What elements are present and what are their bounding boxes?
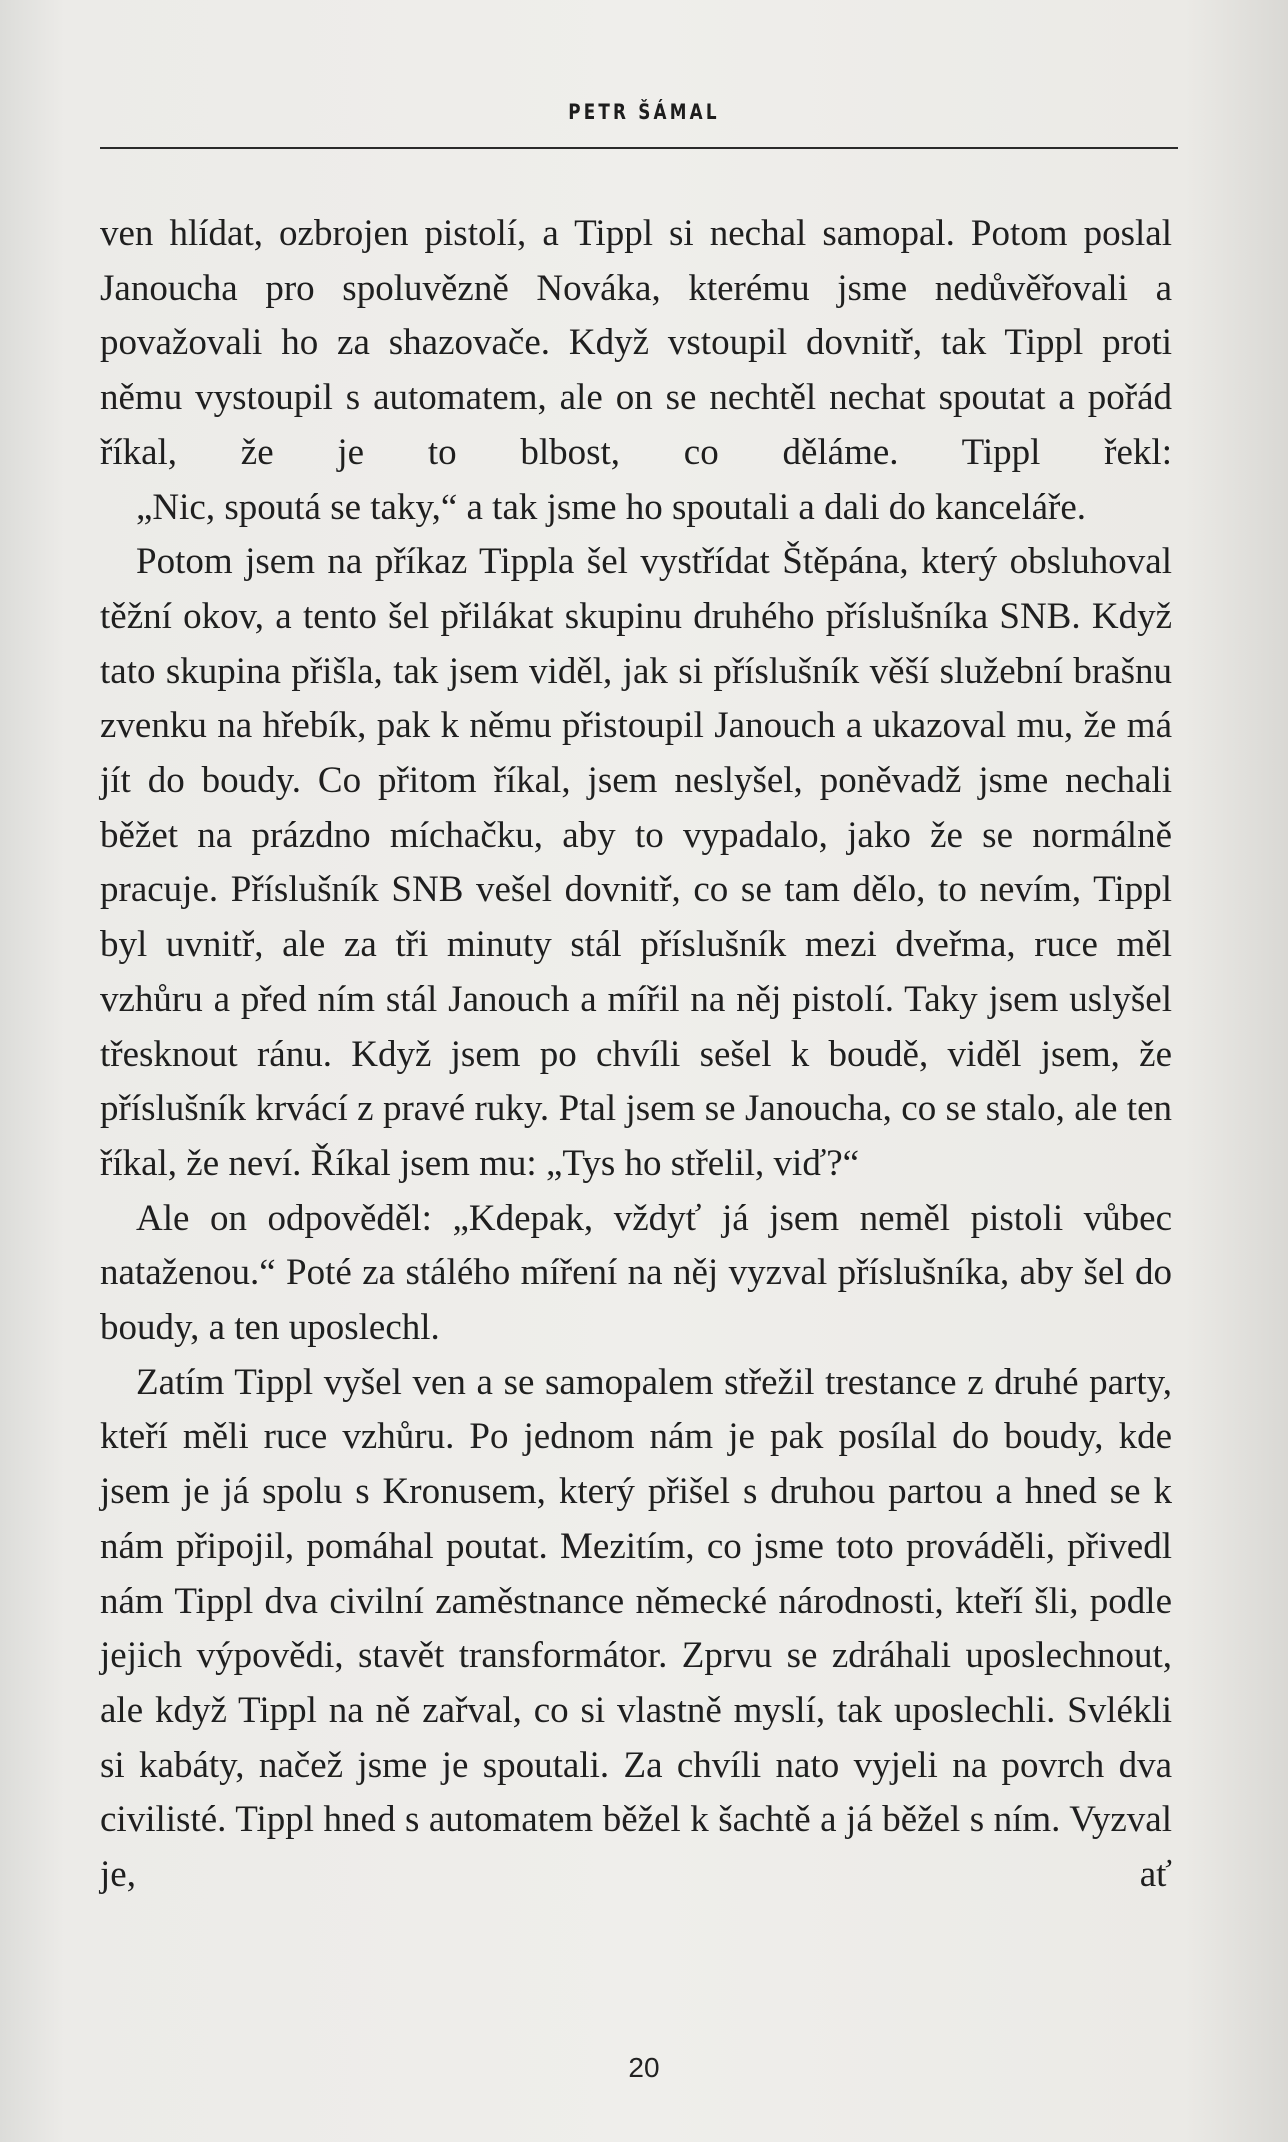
paragraph-2: „Nic, spoutá se taky,“ a tak jsme ho spoutali a dali do kanceláře. [136,486,1087,528]
paragraph-3: Potom jsem na příkaz Tippla šel vystřídat Štěpána, který obsluhoval těžní okov, a tento šel přilákat skupinu druhého příslušníka SNB. Když tato skupina přišla, tak jsem viděl, jak si příslušník věší služební brašnu zvenku na hřebík, pak k němu přistoupil Janouch a ukazoval mu, že má jít do boudy. Co přitom říkal, jsem neslyšel, poněvadž jsme nechali běžet na prázdno míchačku, aby to vypadalo, jako že se normálně pracuje. Příslušník SNB vešel dovnitř, co se tam dělo, to nevím, Tippl byl uvnitř, ale za tři minuty stál příslušník mezi dveřma, ruce měl vzhůru a před ním stál Janouch a mířil na něj pistolí. Taky jsem uslyšel třesknout ránu. Když jsem po chvíli sešel k boudě, viděl jsem, že příslušník krvácí z pravé ruky. Ptal jsem se Janoucha, co se stalo, ale ten říkal, že neví. Říkal jsem mu: „Tys ho střelil, viď?“ [100,541,1172,1184]
paragraph-5: Zatím Tippl vyšel ven a se samopalem střežil trestance z druhé party, kteří měli ruce vzhůru. Po jednom nám je pak posílal do boudy, kde jsem je já spolu s Kronusem, který přišel s druhou partou a hned se k nám připojil, pomáhal poutat. Mezitím, co jsme toto prováděli, přivedl nám Tippl dva civilní zaměstnance německé národnosti, kteří šli, podle jejich výpovědi, stavět transformátor. Zprvu se zdráhali uposlechnout, ale když Tippl na ně zařval, co si vlastně myslí, tak uposlechli. Svlékli si kabáty, načež jsme je spoutali. Za chvíli nato vyjeli na povrch dva civilisté. Tippl hned s automatem běžel k šachtě a já běžel s ním. Vyzval je, ať [100,1361,1172,1896]
header-rule [100,147,1178,149]
running-head: PETR ŠÁMAL [568,100,720,124]
paragraph-1: ven hlídat, ozbrojen pistolí, a Tippl si nechal samopal. Potom poslal Janoucha pro spoluvězně Nováka, kterému jsme nedůvěřovali a považovali ho za shazovače. Když vstoupil dovnitř, tak Tippl proti němu vystoupil s automatem, ale on se nechtěl nechat spoutat a pořád říkal, že je to blbost, co děláme. Tippl řekl: [100,213,1172,473]
page-number: 20 [628,2052,660,2083]
paragraph-4: Ale on odpověděl: „Kdepak, vždyť já jsem neměl pistoli vůbec nataženou.“ Poté za stálého míření na něj vyzval příslušníka, aby šel do boudy, a ten uposlechl. [100,1197,1172,1349]
body-text [100,207,1172,1903]
